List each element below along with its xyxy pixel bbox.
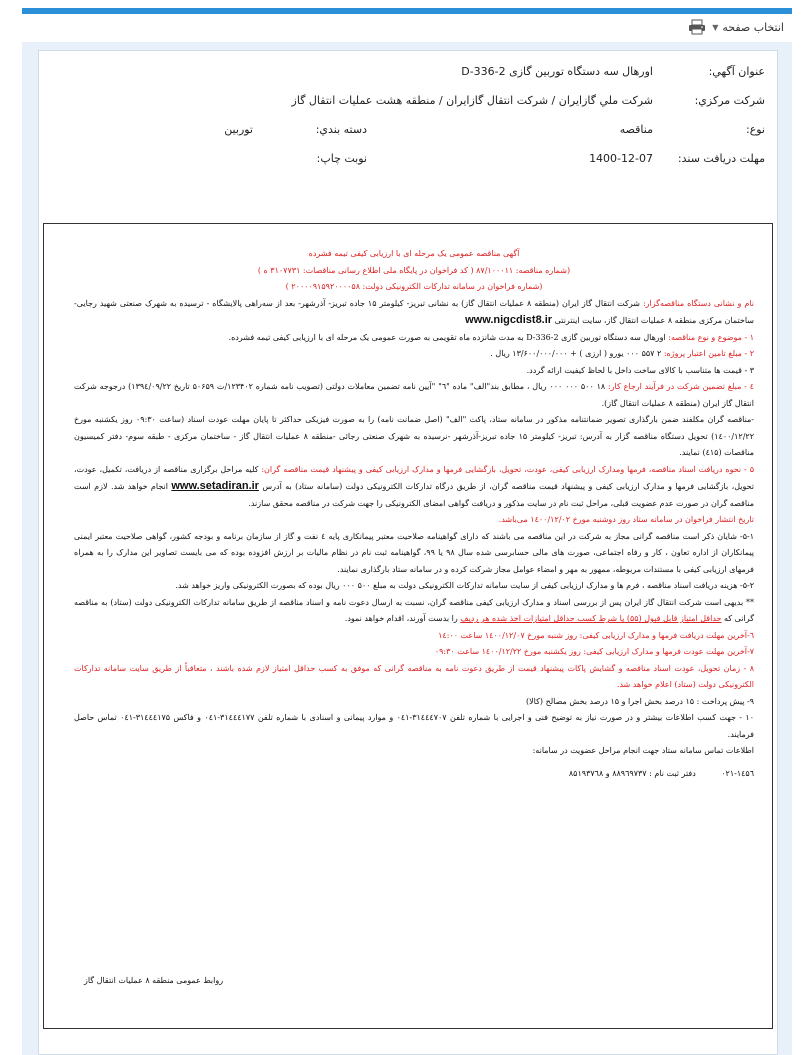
type-value: مناقصه — [619, 123, 653, 136]
page-select-label: انتخاب صفحه — [722, 21, 784, 34]
doc-heading: آگهی مناقصه عمومی یک مرحله ای با ارزیابی کیفی تیمه فشرده — [308, 249, 520, 258]
doc-website: www.nigcdist8.ir — [465, 314, 553, 326]
notice-document-image — [43, 223, 773, 1029]
print-icon[interactable] — [688, 19, 706, 35]
doc-setad-link: www.setadiran.ir — [171, 480, 259, 492]
doc-label: ٤ - مبلغ تضمین شرکت در فرآیند ارجاع کار: — [608, 382, 754, 391]
doc-text: ۲ ۵۵۷ ۰۰۰ یورو ( ارزی ) + ۱۳/۶۰۰/۰۰۰/۰۰۰ ریال . — [490, 349, 664, 358]
doc-paragraph — [74, 462, 754, 513]
doc-phone: ۰۲۱-۱٤۵٦ — [721, 768, 754, 778]
doc-text: اورهال سه دستگاه توربین گازی D-336-2 به مدت شانزده ماه تقویمی به صورت عمومی یک مرحله ای با ارزیابی کیفی تیمه فشرده. — [228, 332, 669, 342]
doc-paragraph — [74, 346, 754, 363]
notice-document-text — [74, 246, 754, 782]
doc-label: ۲ - مبلغ تامین اعتبار پروژه: — [663, 349, 754, 358]
page-select-dropdown[interactable] — [712, 21, 784, 34]
doc-paragraph — [74, 766, 754, 783]
title-label: عنوان آگهي: — [708, 65, 765, 78]
doc-paragraph: ۳ - قیمت ها متناسب با کالای ساخت داخل با لحاظ کیفیت ارائه گردد. — [526, 365, 754, 375]
doc-paragraph: ٦-آخرین مهلت دریافت فرمها و مدارک ارزیابی کیفی: روز شنبه مورخ ۱٤۰۰/۱۲/۰۷ ساعت ۱٤:۰۰ — [438, 630, 754, 640]
doc-paragraph: ۷-آخرین مهلت عودت فرمها و مدارک ارزیابی کیفی: روز یکشنبه مورخ ۱٤۰۰/۱۲/۲۲ ساعت ۰۹:۳۰ — [434, 647, 754, 656]
type-label: نوع: — [745, 123, 765, 136]
doc-signature: روابط عمومی منطقه ۸ عملیات انتقال گاز — [84, 976, 224, 985]
doc-paragraph — [74, 379, 754, 412]
doc-paragraph: ۵-۲- هزینه دریافت اسناد مناقصه ، فرم ها و مدارک ارزیابی کیفی از سایت سامانه تدارکات الکترونیکی دولت به مبلغ ۵۰۰ ۰۰۰ ریال بوده که بصورت الکترونیکی واریز خواهد شد. — [175, 581, 754, 590]
toolbar — [22, 14, 792, 43]
title-value: اورهال سه دستگاه توربين گازی D-336-2 — [461, 65, 653, 78]
doc-text: را بدست آورند، اقدام خواهد نمود. — [344, 614, 461, 623]
print-round-label: نوبت چاپ: — [316, 152, 367, 165]
doc-registration-office: دفتر ثبت نام : ۸۸۹٦۹۷۳۷ و ۸۵۱۹۳۷٦۸ — [568, 768, 696, 778]
doc-paragraph: ۹- پیش پرداخت : ۱۵ درصد بخش اجرا و ۱۵ درصد بخش مصالح (کالا) — [525, 696, 754, 706]
notice-panel — [22, 42, 792, 1055]
doc-text: شرکت انتقال گاز ایران (منطقه ۸ عملیات انتقال گاز) به نشانی تبریز- کیلومتر ۱۵ جاده تبریز- آذرشهر- بعد از سه‌راهی پالایشگاه - ترسیده به شهرک صنعتی شهید رجایی- ساختمان مرکزی منطقه ۸ عملیات انتقال گاز، سایت اینترنتی — [74, 298, 754, 325]
doc-label: ۱ - موضوع و نوع مناقصه: — [668, 332, 754, 342]
doc-min-score: حداقل امتیاز قابل قبول (۵۵) یا شرط کسب حداقل امتیازات اخذ شده هر ردیف — [460, 614, 722, 623]
category-label: دسته بندي: — [315, 123, 367, 136]
notice-card — [38, 50, 778, 1055]
doc-text: کلیه مراحل برگزاری مناقصه از دریافت، تکمیل، عودت، تحویل، بازگشایی فرمها و مدارک ارزیابی کیفی و پیشنهاد قیمت مناقصه گران، از طریق درگاه تدارکات الکترونیکی دولت (سامانه ستاد) به آدرس — [74, 464, 755, 491]
doc-paragraph — [74, 595, 754, 628]
org-label: شرکت مرکزي: — [694, 94, 765, 107]
doc-paragraph: ۵-۱- شایان ذکر است مناقصه گرانی مجاز به شرکت در این مناقصه می باشند که دارای گواهینامه صلاحیت معتبر پیمانکاری پایه ٤ نفت و گاز از سازمان برنامه و بودجه کشور، گواهی صلاحیت معتبر ایمنی پیمانکاران از اداره تعاون ، کار و رفاه اجتماعی، صورت های مالی حسابرسی شده سال ۹۸ یا ۹۹، گواهینامه ثبت نام در نظام مالیات بر ارزش افزوده بوده که می بایست تصاویر این مدارک را به همراه فرمهای ارزیابی کیفی با مستندات مربوطه، ممهور به مهر و امضاء عوامل مجاز شرکت کرده و در سامانه ستاد بارگذاری نمایند. — [74, 531, 755, 574]
doc-paragraph: ۱۰ - جهت کسب اطلاعات بیشتر و در صورت نیاز به توضیح فنی و اجرایی با شماره تلفن ۳۱٤٤٤۷۰۷-۰٤۱ و موارد پیمانی و اسنادی با شماره تلفن ۳۱٤٤٤۱۷۷-۰٤۱ و فاکس ۳۱٤٤٤۱۷۵-۰٤۱ تماس حاصل فرمایند. — [74, 713, 755, 739]
chevron-down-icon: ▼ — [712, 23, 719, 32]
doc-paragraph — [74, 330, 754, 347]
doc-paragraph: ۸ - زمان تحویل، عودت اسناد مناقصه و گشایش پاکات پیشنهاد قیمت از طریق دعوت نامه به مناقصه گرانی که موفق به کسب حداقل امتیاز لازم شده باشند ، متعاقباً از طریق سایت سامانه تدارکات الکترونیکی دولت (ستاد) اعلام خواهد شد. — [74, 663, 754, 689]
deadline-label: مهلت دريافت سند: — [677, 152, 765, 165]
doc-label: ۵ - نحوه دریافت اسناد مناقصه، فرمها ومدارک ارزیابی کیفی، عودت، تحویل، بازگشایی فرمها و مدارک ارزیابی کیفی و پیشنهاد قیمت مناقصه گران: — [261, 464, 755, 474]
deadline-value: 1400-12-07 — [589, 152, 653, 165]
doc-label: نام و نشانی دستگاه مناقصه‌گزار: — [642, 298, 755, 308]
doc-paragraph: اطلاعات تماس سامانه ستاد جهت انجام مراحل عضویت در سامانه: — [532, 746, 754, 755]
doc-text: انجام خواهد شد. لازم است مناقصه گران در صورت عدم عضویت قبلی، مراحل ثبت نام در سایت مذکور و دریافت گواهی امضای الکترونیکی را جهت شرکت در مناقصه محقق سازند. — [74, 482, 754, 508]
doc-tender-number: (شماره مناقصه: ۸۷/۱۰۰۰۱۱ ( کد فراخوان در پایگاه ملی اطلاع رسانی مناقصات: ۳۱۰۷۷۳۱ ه ) — [257, 265, 571, 275]
doc-paragraph: تاریخ انتشار فراخوان در سامانه ستاد روز دوشنبه مورخ ۱٤۰۰/۱۲/۰۲ می‌باشد. — [498, 515, 754, 524]
doc-text: ** بدیهی است شرکت انتقال گاز ایران پس از بررسی اسناد و مدارک ارزیابی کیفی مناقصه گران، نسبت به ارسال دعوت نامه و اسناد مناقصه از طریق سامانه تدارکات الکترونیکی دولت (ستاد) به مناقصه گرانی که — [74, 597, 754, 623]
doc-text: ۱۸ ۵۰۰ ۰۰۰ ۰۰۰ ریال ، مطابق بند"الف" ماده "٦" "آیین نامه تضمین معاملات دولتی (تصویب نامه شماره ۱۲۳۴۰۲/ت ۵۰۶۵۹ تاریخ ۱۳۹٤/۰۹/۲۲) درجوجه شرکت انتقال گاز ایران (منطقه ۸ عملیات انتقال گاز). — [74, 382, 754, 408]
org-value: شركت ملي گازايران / شرکت انتقال گازايران / منطقه هشت عمليات انتقال گاز — [291, 94, 653, 107]
doc-paragraph: -مناقصه گران مکلفند ضمن بارگذاری تصویر ضمانتنامه مذکور در سامانه ستاد، پاکت "الف" (اصل ضمانت نامه) را به صورت فیزیکی حداکثر تا پایان مهلت عودت اسناد (ساعت ۰۹:۳۰ روز یکشنبه مورخ ۱٤۰۰/۱۲/۲۲) تحویل دستگاه مناقصه گزار به آدرس: تبریز- کیلومتر ۱۵ جاده تبریز-آذرشهر -نرسیده به شهرک صنعتی رجائی -منطقه ۸ عملیات انتقال گاز - ساختمان مرکزی - طبقه سوم- دفتر کمیسیون مناقصات (٤۱۵) نمایند. — [74, 415, 754, 457]
doc-paragraph — [74, 296, 754, 330]
doc-call-number: (شماره فراخوان در سامانه تدارکات الکترونیکی دولت: ۲۰۰۰۰۹۱۵۹۲۰۰۰۰۵۸ ) — [285, 282, 543, 291]
category-value: توربين — [224, 123, 253, 136]
